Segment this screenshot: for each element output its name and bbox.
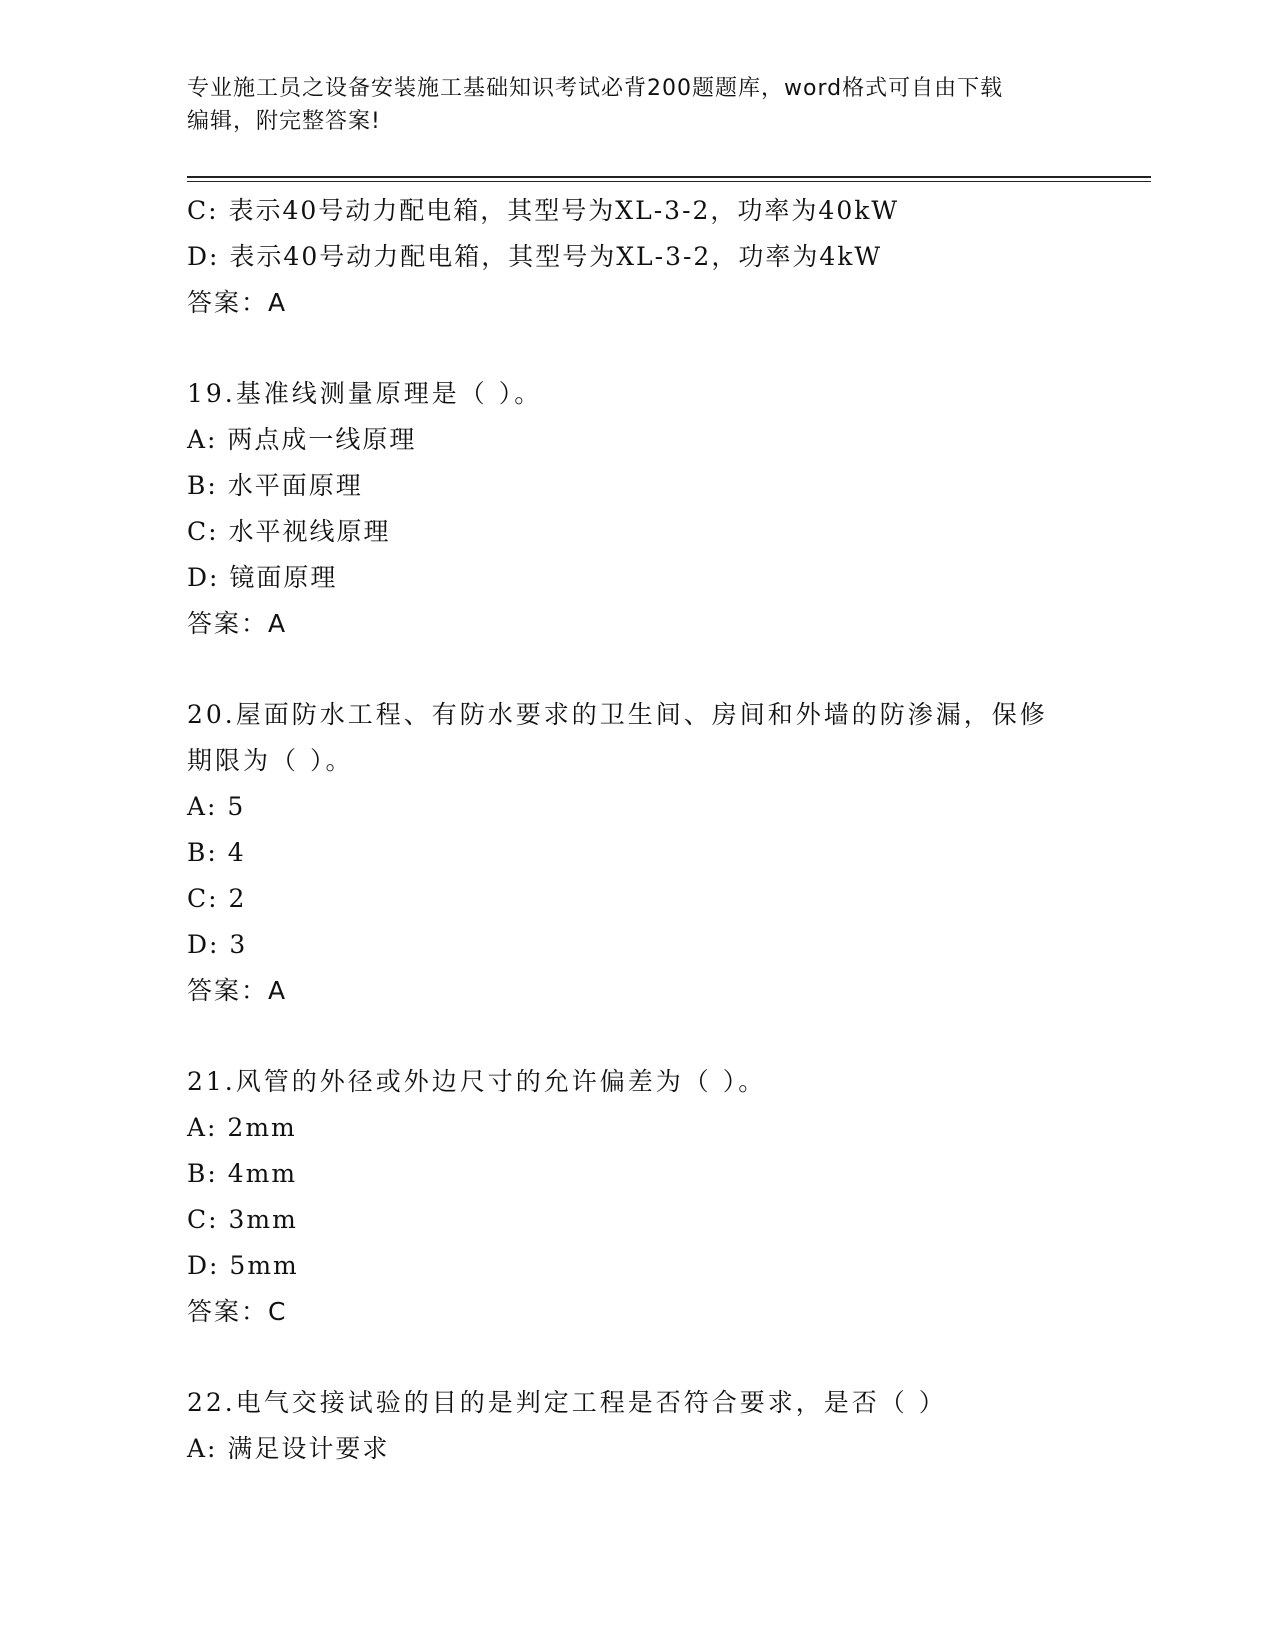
question-block-20 <box>187 692 1087 1014</box>
header-line-2: 编辑，附完整答案! <box>187 109 381 134</box>
option-c: C: 表示40号动力配电箱，其型号为XL-3-2，功率为40kW <box>187 196 900 225</box>
option-a: A: 两点成一线原理 <box>187 425 417 454</box>
question-block-21 <box>187 1059 1087 1335</box>
answer-line: 答案：A <box>187 288 288 317</box>
option-a: A: 5 <box>187 792 246 821</box>
question-stem <box>187 1380 1087 1426</box>
option-b: B: 4mm <box>187 1159 298 1188</box>
question-block-19 <box>187 371 1087 647</box>
question-stem <box>187 692 1087 784</box>
question-stem <box>187 371 1087 417</box>
option-c: C: 2 <box>187 884 247 913</box>
document-header <box>187 72 1067 138</box>
header-line-1: 专业施工员之设备安装施工基础知识考试必背200题题库，word格式可自由下载 <box>187 76 1004 101</box>
question-list <box>187 188 1087 1472</box>
option-a: A: 满足设计要求 <box>187 1434 390 1463</box>
question-stem-line: 22.电气交接试验的目的是判定工程是否符合要求，是否（ ） <box>187 1388 947 1417</box>
option-d: D: 表示40号动力配电箱，其型号为XL-3-2，功率为4kW <box>187 242 883 271</box>
question-block-22 <box>187 1380 1087 1472</box>
option-d: D: 5mm <box>187 1251 299 1280</box>
option-a: A: 2mm <box>187 1113 297 1142</box>
header-divider-thick <box>187 176 1151 178</box>
option-b: B: 水平面原理 <box>187 471 363 500</box>
option-c: C: 3mm <box>187 1205 298 1234</box>
question-stem-line: 20.屋面防水工程、有防水要求的卫生间、房间和外墙的防渗漏，保修 <box>187 700 1048 729</box>
question-stem-line: 19.基准线测量原理是（ ）。 <box>187 379 543 408</box>
question-stem-line-2: 期限为（ ）。 <box>187 746 354 775</box>
question-stem-line: 21.风管的外径或外边尺寸的允许偏差为（ ）。 <box>187 1067 767 1096</box>
question-stem <box>187 1059 1087 1105</box>
answer-line: 答案：A <box>187 976 288 1005</box>
option-d: D: 镜面原理 <box>187 563 338 592</box>
header-divider-thin <box>187 181 1151 182</box>
option-b: B: 4 <box>187 838 246 867</box>
answer-line: 答案：A <box>187 609 288 638</box>
question-block-18 <box>187 188 1087 326</box>
option-d: D: 3 <box>187 930 248 959</box>
option-c: C: 水平视线原理 <box>187 517 391 546</box>
answer-line: 答案：C <box>187 1297 288 1326</box>
